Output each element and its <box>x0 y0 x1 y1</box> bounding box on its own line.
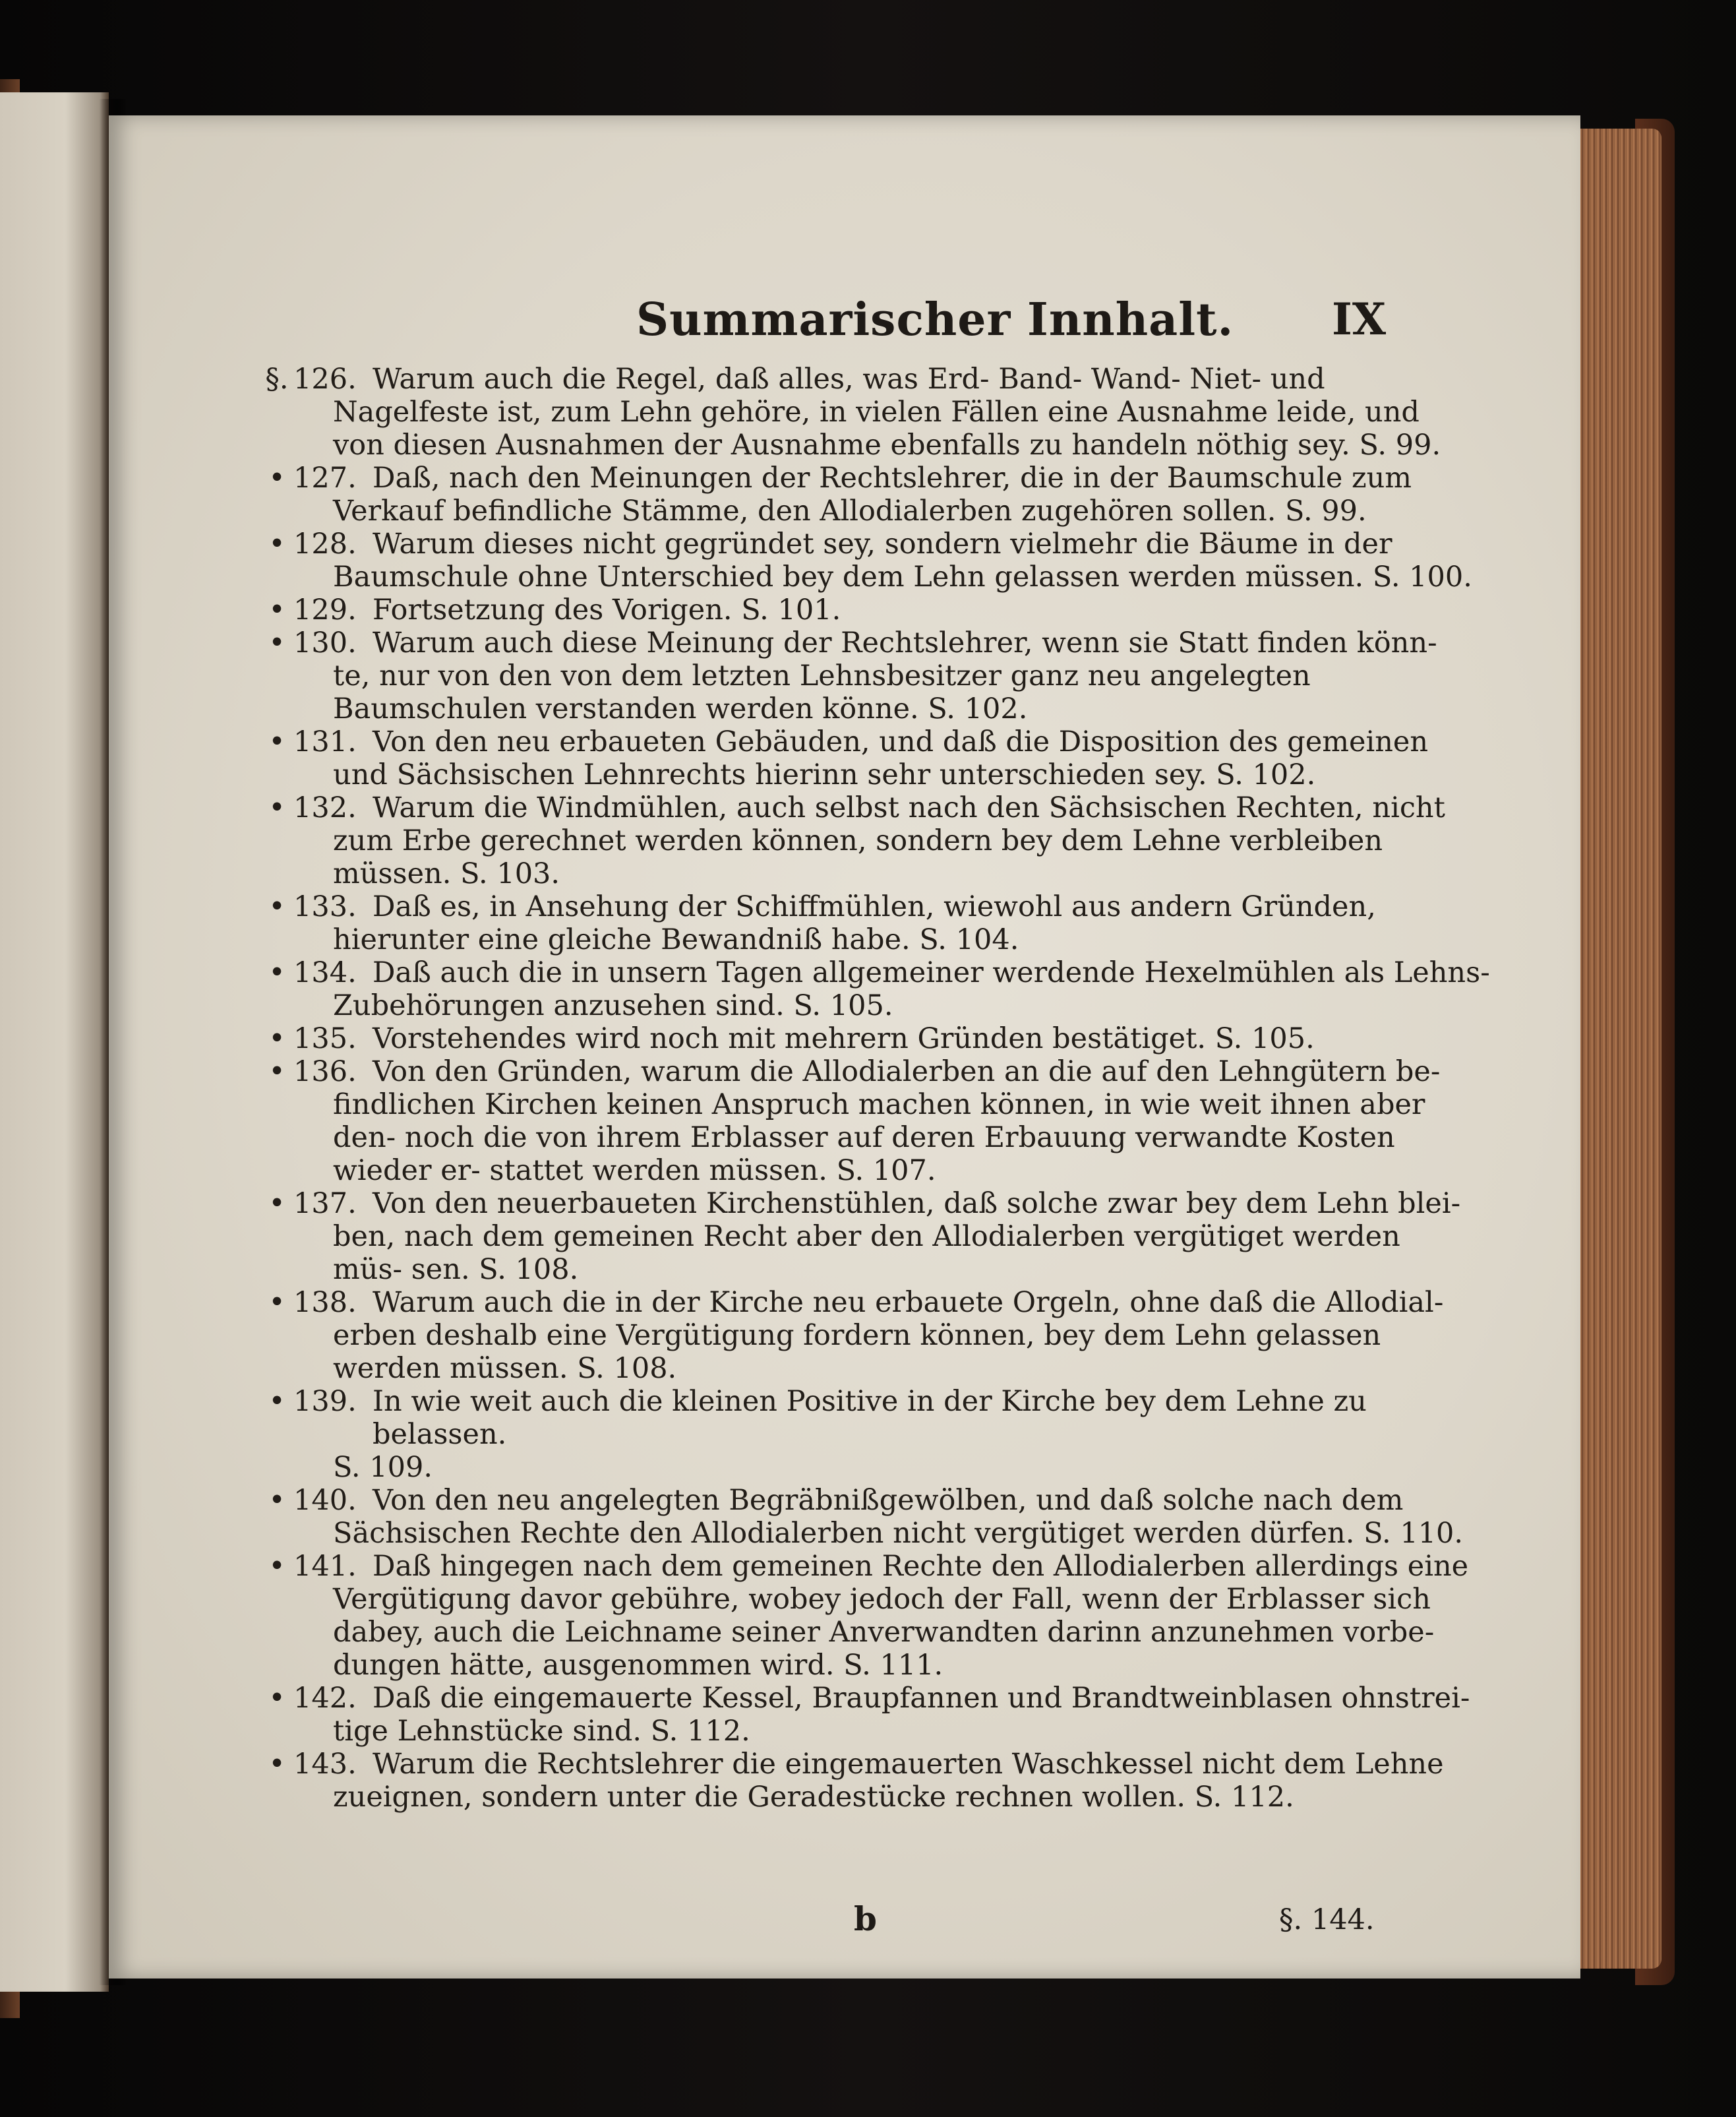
running-header <box>109 293 1580 373</box>
toc-entry <box>109 528 1580 594</box>
entry-mark: • <box>268 528 285 561</box>
entry-first-line: Daß die eingemauerte Kessel, Braupfannen und Brandtweinblasen ohnstrei- <box>373 1682 1470 1715</box>
entry-continuation: ben, nach dem gemeinen Recht aber den Allodialerben vergütiget werden müs- sen. S. 108. <box>333 1220 1400 1286</box>
toc-entry <box>109 363 1580 462</box>
entry-text <box>333 1484 1493 1550</box>
entry-text <box>373 594 1493 627</box>
toc-entry <box>109 1286 1580 1385</box>
entry-first-line: Warum die Rechtslehrer die eingemauerten Waschkessel nicht dem Lehne <box>373 1748 1444 1781</box>
entry-first-line: Von den neu angelegten Begräbnißgewölben, und daß solche nach dem <box>373 1484 1404 1517</box>
entry-first-line: Warum auch diese Meinung der Rechtslehrer, wenn sie Statt finden könn- <box>373 627 1437 660</box>
entry-first-line: Von den neu erbaueten Gebäuden, und daß die Disposition des gemeinen <box>373 725 1429 758</box>
entry-number: 133. <box>293 890 357 923</box>
entry-text <box>333 1055 1493 1187</box>
entry-first-line: Von den Gründen, warum die Allodialerben an die auf den Lehngütern be- <box>373 1055 1441 1088</box>
entry-continuation: Vergütigung davor gebühre, wobey jedoch der Fall, wenn der Erblasser sich dabey, auch die Leichname seiner Anverwandten darinn anzunehmen vorbe- dungen hätte, ausgenommen wird. S. 111. <box>333 1583 1435 1682</box>
entry-mark: • <box>268 1187 285 1220</box>
entry-first-line: Vorstehendes wird noch mit mehrern Gründen bestätiget. S. 105. <box>373 1022 1315 1055</box>
entry-number: 126. <box>293 363 357 396</box>
entry-number: 128. <box>293 528 357 561</box>
toc-entry <box>109 1748 1580 1814</box>
toc-entry <box>109 1385 1580 1484</box>
entry-continuation: findlichen Kirchen keinen Anspruch machen können, in wie weit ihnen aber den- noch die von ihrem Erblasser auf deren Erbauung verwandte Kosten wieder er- stattet werden müssen. S. 107. <box>333 1088 1425 1187</box>
signature-mark: b <box>854 1899 877 1938</box>
entry-text <box>333 1286 1493 1385</box>
entry-number: 130. <box>293 627 357 660</box>
entry-mark: • <box>268 1055 285 1088</box>
page-number: IX <box>1332 293 1387 345</box>
entry-number: 138. <box>293 1286 357 1319</box>
entry-number: 141. <box>293 1550 357 1583</box>
entry-text <box>333 1385 1493 1484</box>
entry-mark: • <box>268 890 285 923</box>
table-of-contents <box>109 363 1580 1814</box>
header-title: Summarischer Innhalt. <box>636 293 1234 346</box>
entry-number: 140. <box>293 1484 357 1517</box>
entry-mark: • <box>268 627 285 660</box>
toc-entry <box>109 1187 1580 1286</box>
entry-mark: • <box>268 956 285 989</box>
toc-entry <box>109 890 1580 956</box>
entry-first-line: Daß, nach den Meinungen der Rechtslehrer, die in der Baumschule zum <box>373 462 1412 495</box>
toc-entry <box>109 1682 1580 1748</box>
entry-text <box>333 1682 1493 1748</box>
entry-text <box>333 1748 1493 1814</box>
entry-first-line: Fortsetzung des Vorigen. S. 101. <box>373 594 841 627</box>
toc-entry <box>109 1550 1580 1682</box>
entry-first-line: In wie weit auch die kleinen Positive in der Kirche bey dem Lehne zu belassen. <box>373 1385 1367 1451</box>
entry-mark: • <box>268 1484 285 1517</box>
toc-entry <box>109 1484 1580 1550</box>
entry-mark: • <box>268 1748 285 1781</box>
catchword: §. 144. <box>1279 1903 1375 1936</box>
entry-number: 143. <box>293 1748 357 1781</box>
entry-continuation: Nagelfeste ist, zum Lehn gehöre, in vielen Fällen eine Ausnahme leide, und von diesen Ausnahmen der Ausnahme ebenfalls zu handeln nöthig sey. S. 99. <box>333 396 1441 462</box>
entry-text <box>333 791 1493 890</box>
entry-mark: • <box>268 1385 285 1418</box>
entry-mark: • <box>268 462 285 495</box>
entry-mark: • <box>268 1550 285 1583</box>
entry-number: 136. <box>293 1055 357 1088</box>
entry-text <box>333 725 1493 791</box>
entry-number: 131. <box>293 725 357 758</box>
page-edges <box>1572 129 1661 1969</box>
entry-continuation: zum Erbe gerechnet werden können, sondern bey dem Lehne verbleiben müssen. S. 103. <box>333 824 1383 890</box>
entry-continuation: tige Lehnstücke sind. S. 112. <box>333 1715 750 1748</box>
entry-number: 127. <box>293 462 357 495</box>
toc-entry <box>109 627 1580 725</box>
entry-continuation: zueignen, sondern unter die Geradestücke rechnen wollen. S. 112. <box>333 1781 1294 1814</box>
toc-entry <box>109 725 1580 791</box>
entry-text <box>333 627 1493 725</box>
entry-first-line: Daß auch die in unsern Tagen allgemeiner werdende Hexelmühlen als Lehns- <box>373 956 1490 989</box>
entry-mark: • <box>268 1022 285 1055</box>
entry-continuation: erben deshalb eine Vergütigung fordern können, bey dem Lehn gelassen werden müssen. S. 108. <box>333 1319 1381 1385</box>
entry-mark: §. <box>265 363 289 396</box>
entry-text <box>333 956 1493 1022</box>
entry-continuation: Zubehörungen anzusehen sind. S. 105. <box>333 989 893 1022</box>
entry-text <box>333 363 1493 462</box>
entry-first-line: Von den neuerbaueten Kirchenstühlen, daß solche zwar bey dem Lehn blei- <box>373 1187 1461 1220</box>
entry-text <box>333 1550 1493 1682</box>
page-footer <box>109 1899 1580 1946</box>
entry-number: 132. <box>293 791 357 824</box>
entry-number: 137. <box>293 1187 357 1220</box>
entry-mark: • <box>268 1286 285 1319</box>
entry-text <box>333 890 1493 956</box>
entry-continuation: und Sächsischen Lehnrechts hierinn sehr unterschieden sey. S. 102. <box>333 758 1316 791</box>
entry-mark: • <box>268 594 285 627</box>
toc-entry <box>109 1055 1580 1187</box>
toc-entry <box>109 594 1580 627</box>
entry-first-line: Warum auch die Regel, daß alles, was Erd- Band- Wand- Niet- und <box>373 363 1325 396</box>
toc-entry <box>109 462 1580 528</box>
toc-entry <box>109 791 1580 890</box>
entry-number: 129. <box>293 594 357 627</box>
entry-number: 134. <box>293 956 357 989</box>
entry-text <box>373 1022 1493 1055</box>
entry-first-line: Daß es, in Ansehung der Schiffmühlen, wiewohl aus andern Gründen, <box>373 890 1376 923</box>
entry-continuation: Sächsischen Rechte den Allodialerben nicht vergütiget werden dürfen. S. 110. <box>333 1517 1464 1550</box>
entry-mark: • <box>268 1682 285 1715</box>
left-page-edge <box>0 92 109 1992</box>
entry-continuation: Baumschule ohne Unterschied bey dem Lehn gelassen werden müssen. S. 100. <box>333 561 1472 594</box>
toc-entry <box>109 956 1580 1022</box>
entry-continuation: hierunter eine gleiche Bewandniß habe. S. 104. <box>333 923 1019 956</box>
entry-text <box>333 462 1493 528</box>
entry-first-line: Daß hingegen nach dem gemeinen Rechte den Allodialerben allerdings eine <box>373 1550 1469 1583</box>
entry-continuation: te, nur von den von dem letzten Lehnsbesitzer ganz neu angelegten Baumschulen verstanden werden könne. S. 102. <box>333 660 1311 725</box>
toc-entry <box>109 1022 1580 1055</box>
entry-continuation: Verkauf befindliche Stämme, den Allodialerben zugehören sollen. S. 99. <box>333 495 1367 528</box>
entry-number: 135. <box>293 1022 357 1055</box>
entry-mark: • <box>268 725 285 758</box>
entry-continuation: S. 109. <box>333 1451 433 1484</box>
entry-number: 139. <box>293 1385 357 1418</box>
entry-number: 142. <box>293 1682 357 1715</box>
entry-first-line: Warum dieses nicht gegründet sey, sondern vielmehr die Bäume in der <box>373 528 1392 561</box>
entry-first-line: Warum die Windmühlen, auch selbst nach den Sächsischen Rechten, nicht <box>373 791 1445 824</box>
entry-first-line: Warum auch die in der Kirche neu erbauete Orgeln, ohne daß die Allodial- <box>373 1286 1444 1319</box>
entry-text <box>333 528 1493 594</box>
entry-mark: • <box>268 791 285 824</box>
book-page <box>109 115 1580 1979</box>
entry-text <box>333 1187 1493 1286</box>
